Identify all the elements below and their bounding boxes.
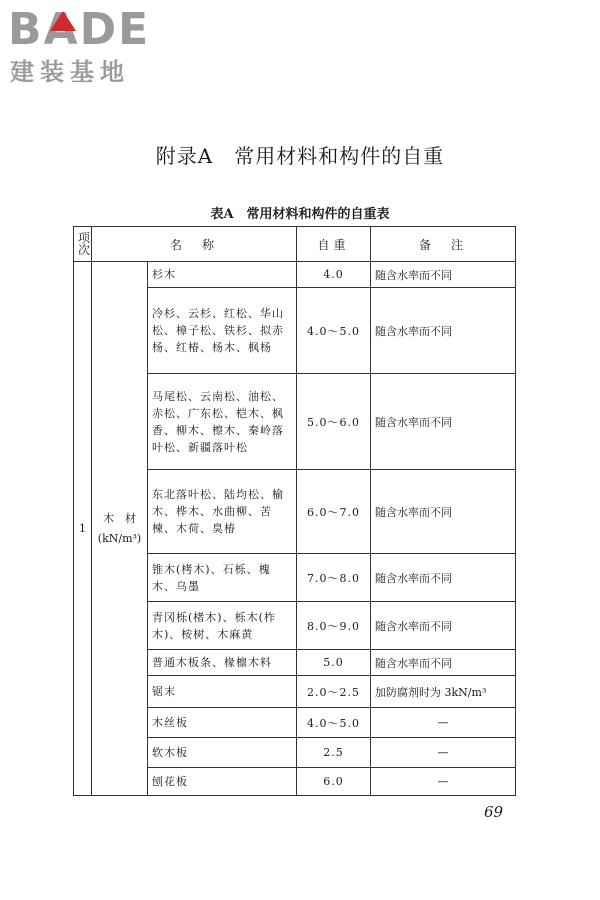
material-note: 随含水率而不同 [371,554,516,602]
material-note: 随含水率而不同 [371,650,516,676]
category-unit: (kN/m³) [97,531,142,545]
table-header-row [74,227,516,262]
material-weight-table [73,226,516,796]
table-row [74,262,516,288]
category-name: 木 材 [103,511,136,525]
material-weight: 8.0～9.0 [297,602,371,650]
header-index: 项次 [74,227,92,262]
bade-logo [8,6,183,86]
logo-subtitle: 建装基地 [10,58,130,86]
category-cell [92,262,148,796]
material-note: — [371,738,516,768]
logo-wordmark: BADE [8,4,151,55]
material-name: 木丝板 [148,708,297,738]
material-name: 东北落叶松、陆均松、榆木、桦木、水曲柳、苦楝、木荷、臭椿 [148,470,297,554]
material-note: — [371,768,516,796]
material-note: 随含水率而不同 [371,262,516,288]
material-note: 随含水率而不同 [371,602,516,650]
material-weight: 4.0 [297,262,371,288]
header-note: 备 注 [371,227,516,262]
material-weight: 4.0～5.0 [297,288,371,374]
material-note: — [371,708,516,738]
material-name: 锥木(栲木)、石栎、槐木、乌墨 [148,554,297,602]
material-weight: 7.0～8.0 [297,554,371,602]
material-name: 冷杉、云杉、红松、华山松、樟子松、铁杉、拟赤杨、红椿、杨木、枫杨 [148,288,297,374]
material-note: 随含水率而不同 [371,470,516,554]
material-weight: 2.5 [297,738,371,768]
material-weight: 5.0～6.0 [297,374,371,470]
page-number: 69 [484,803,504,821]
material-weight: 2.0～2.5 [297,676,371,708]
material-name: 软木板 [148,738,297,768]
material-name: 刨花板 [148,768,297,796]
material-name: 普通木板条、椽檩木料 [148,650,297,676]
material-weight: 6.0 [297,768,371,796]
material-weight: 5.0 [297,650,371,676]
material-weight: 6.0～7.0 [297,470,371,554]
material-name: 杉木 [148,262,297,288]
material-note: 随含水率而不同 [371,374,516,470]
material-note: 加防腐剂时为 3kN/m³ [371,676,516,708]
material-name: 马尾松、云南松、油松、赤松、广东松、桤木、枫香、柳木、檫木、秦岭落叶松、新疆落叶松 [148,374,297,470]
header-weight: 自重 [297,227,371,262]
item-index: 1 [74,262,92,796]
material-note: 随含水率而不同 [371,288,516,374]
appendix-heading: 附录A 常用材料和构件的自重 [155,144,445,168]
material-name: 青冈栎(楮木)、栎木(柞木)、桉树、木麻黄 [148,602,297,650]
header-name: 名 称 [92,227,297,262]
logo-accent-triangle [50,11,76,31]
material-name: 锯末 [148,676,297,708]
material-weight: 4.0～5.0 [297,708,371,738]
table-title: 表A 常用材料和构件的自重表 [210,207,390,222]
